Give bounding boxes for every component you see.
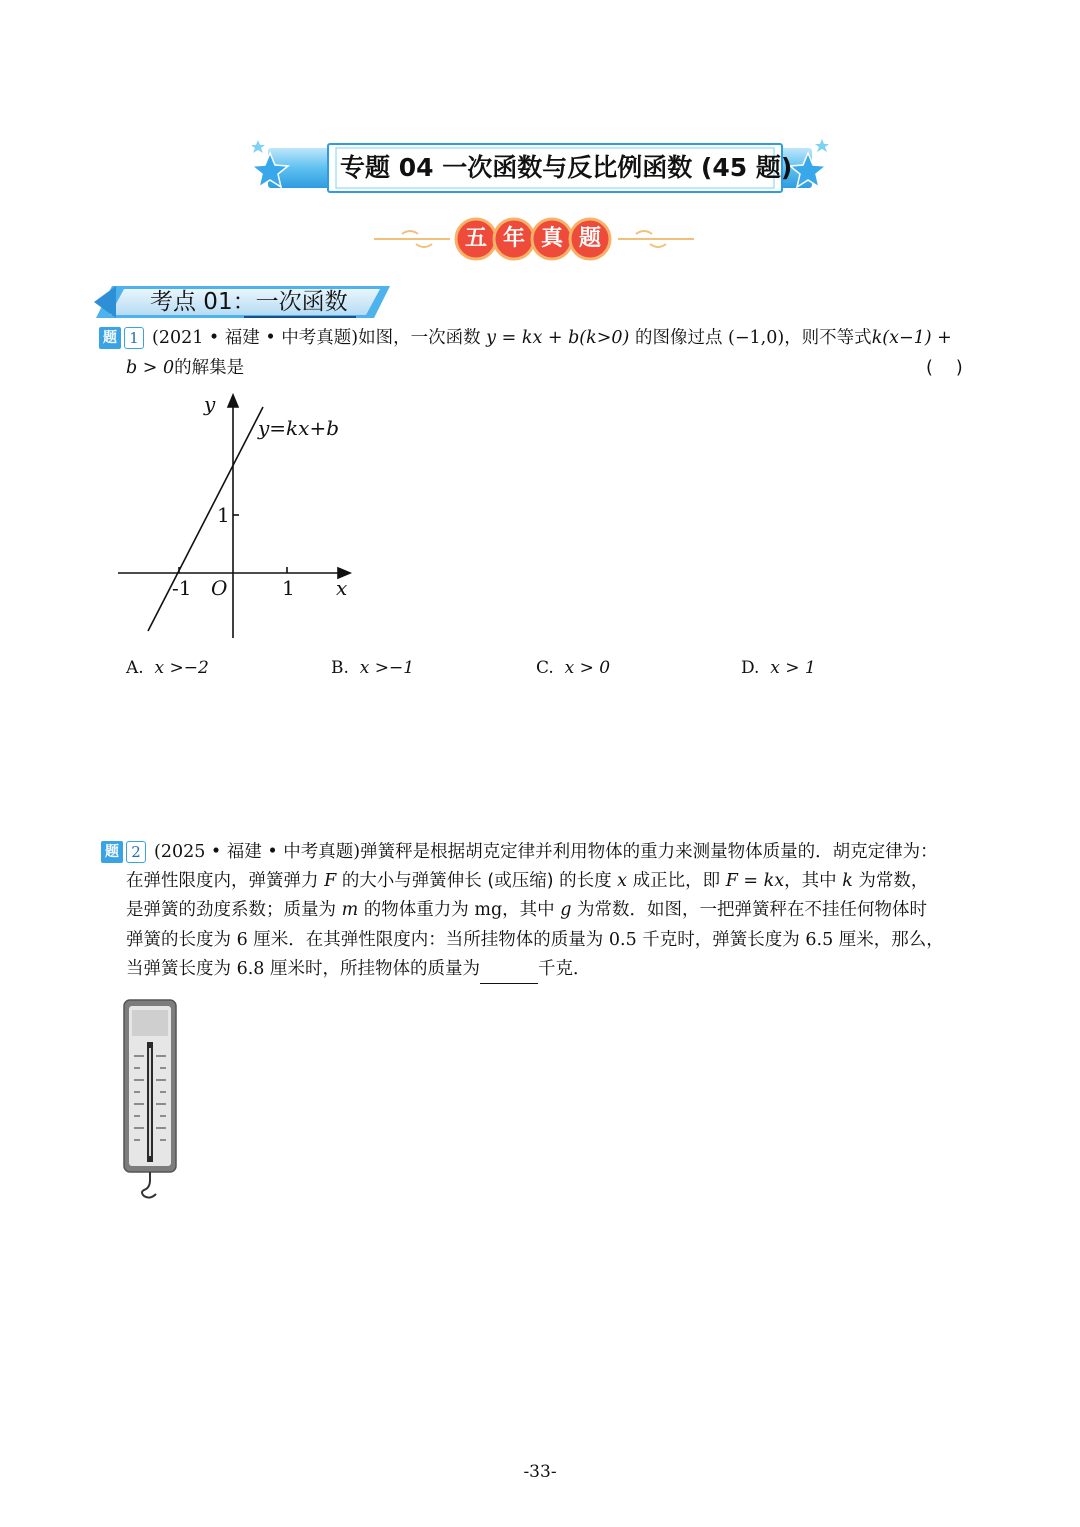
y-tick-label: 1 [217,503,230,527]
question-2-line-3 [126,895,927,925]
badge-char-1: 五 [464,226,487,251]
q1-point: (−1,0) [728,328,785,348]
q2-text: 是弹簧的劲度系数；质量为 [126,900,336,920]
section-title: 考点 01：一次函数 [150,289,348,315]
question-number: 2 [126,841,146,863]
q2-text: 千克时，弹簧长度为 [642,930,800,950]
answer-parentheses: ( ) [926,358,963,378]
q2-number: 6.8 [236,959,265,979]
q2-text: 在弹性限度内，弹簧弹力 [126,871,319,891]
function-line [148,407,263,631]
option-letter: D. [741,658,760,678]
question-1-label [99,327,144,349]
option-letter: B. [331,658,349,678]
question-2-line-5 [126,954,591,984]
x-tick-pos-label: 1 [282,576,295,600]
option-expr: x >−2 [154,658,209,678]
q2-text: 为常数．如图，一把弹簧秤在不挂任何物体时 [577,900,927,920]
option-c[interactable] [536,655,610,681]
x-axis-label: x [336,576,348,600]
option-a[interactable] [126,655,209,681]
question-2-label [101,841,146,863]
question-2-line-1 [154,837,938,867]
q2-mg: mg [474,900,503,920]
option-letter: C. [536,658,554,678]
badge-char-2: 年 [502,226,525,251]
q1-formula-a: y = kx + b(k>0) [486,328,630,348]
q2-number: 6 [236,930,248,950]
q2-text: 为常数， [858,871,929,891]
origin-label: O [211,576,228,600]
q2-line1: 弹簧秤是根据胡克定律并利用物体的重力来测量物体质量的．胡克定律为： [360,842,938,862]
q2-text: 当弹簧长度为 [126,959,231,979]
question-1-line-1 [152,323,952,353]
question-1-line-2 [126,353,244,383]
spring-scale-image [118,996,182,1206]
q2-text: 成正比，即 [632,871,721,891]
line-label: y=kx+b [258,416,340,440]
answer-blank[interactable] [480,965,538,984]
question-2-line-2 [126,866,928,896]
q2-text: 厘米时，所挂物体的质量为 [270,959,480,979]
q2-var-f: F [324,871,337,891]
q2-text: ，其中 [784,871,837,891]
badge-char-4: 题 [578,226,601,251]
option-expr: x > 0 [564,658,611,678]
y-axis-label: y [204,392,216,416]
linear-function-graph [110,385,370,645]
q2-var-g: g [560,900,572,920]
q2-text: 厘米，那么， [838,930,944,950]
page-title: 专题 04 一次函数与反比例函数 (45 题) [340,153,793,182]
question-2-line-4 [126,925,944,955]
question-icon: 题 [101,841,123,863]
option-expr: x > 1 [770,658,816,678]
q2-text: 弹簧的长度为 [126,930,231,950]
q2-text: 厘米．在其弹性限度内：当所挂物体的质量为 [253,930,604,950]
q2-var-k: k [842,871,853,891]
q2-number: 0.5 [608,930,637,950]
option-d[interactable] [741,655,816,681]
q2-var-x: x [617,871,628,891]
x-tick-neg-label: -1 [172,576,192,600]
q1-text-b: 的图像过点 [634,328,723,348]
page-number: -33- [523,1462,557,1482]
q1-text-c: ，则不等式 [784,328,872,348]
q1-line2-formula: b > 0 [126,358,175,378]
q2-number: 6.5 [805,930,834,950]
q2-source: (2025 • 福建 • 中考真题) [154,842,361,862]
q1-source: (2021 • 福建 • 中考真题) [152,328,359,348]
badge-char-3: 真 [540,226,563,251]
option-letter: A. [126,658,144,678]
question-icon: 题 [99,327,121,349]
option-b[interactable] [331,655,414,681]
q2-text: 的物体重力为 [363,900,469,920]
q2-var-m: m [341,900,359,920]
question-number: 1 [124,327,144,349]
q2-text: 千克． [538,959,591,979]
q1-formula-b: k(x−1) + [871,328,952,348]
q2-text: ，其中 [502,900,555,920]
option-expr: x >−1 [359,658,415,678]
q1-text-a: 如图，一次函数 [358,328,481,348]
q2-formula: F = kx [725,871,785,891]
q2-text: 的大小与弹簧伸长 (或压缩) 的长度 [341,871,612,891]
q1-line2-text: 的解集是 [174,358,245,378]
y-axis-arrow-icon [228,395,238,407]
